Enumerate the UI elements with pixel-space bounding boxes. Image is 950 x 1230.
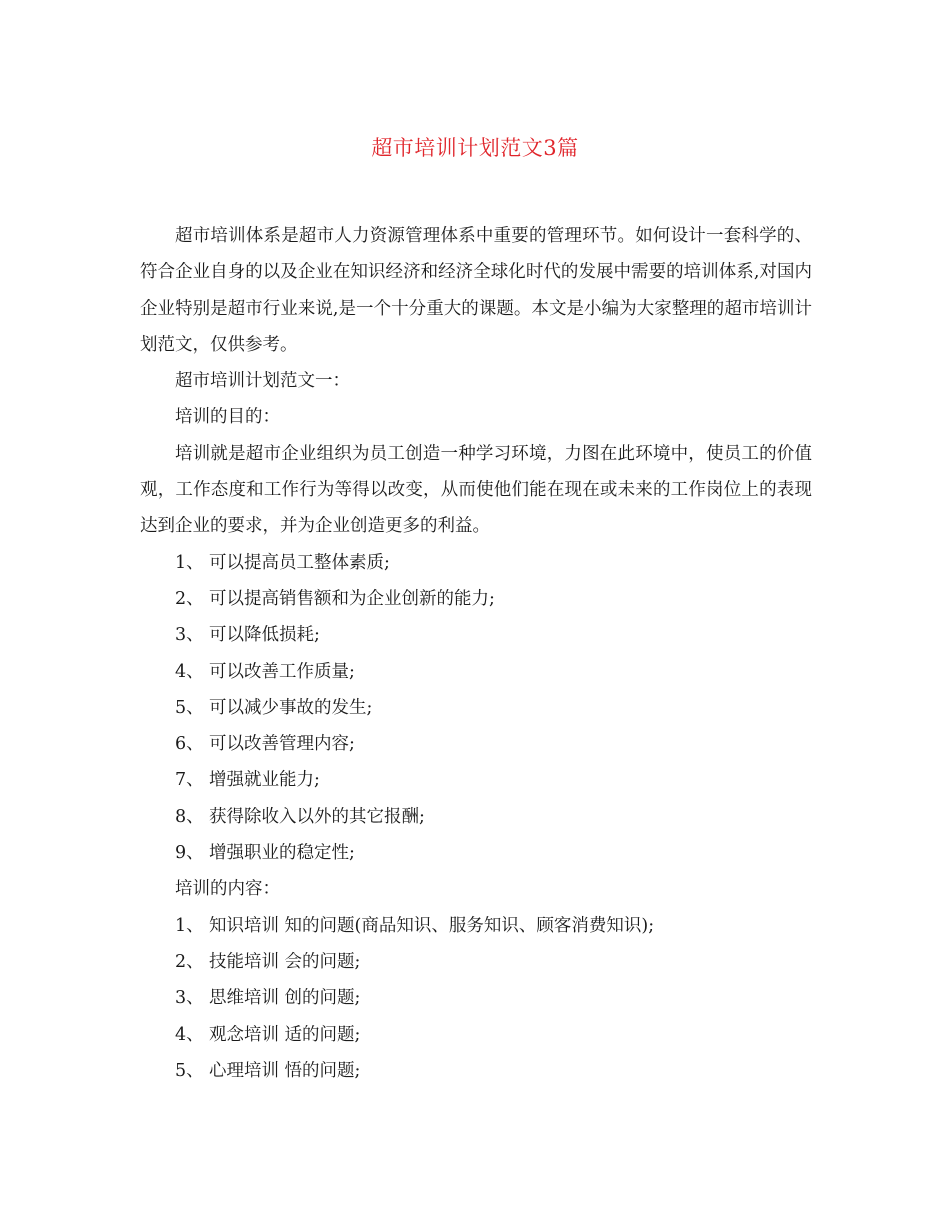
- list-item: [140, 1017, 812, 1053]
- list-item-number: 5、: [175, 697, 204, 718]
- list-item-number: 5、: [175, 1060, 204, 1081]
- document-title: 超市培训计划范文3篇: [371, 136, 579, 160]
- purpose-list: [140, 545, 812, 872]
- list-item-number: 3、: [175, 625, 204, 646]
- list-item: [140, 690, 812, 726]
- list-item-number: 1、: [175, 915, 204, 936]
- list-item-number: 6、: [175, 734, 204, 755]
- content-list: [140, 908, 812, 1089]
- list-item-number: 3、: [175, 988, 204, 1009]
- list-item: [140, 581, 812, 617]
- list-item-number: 4、: [175, 1024, 204, 1045]
- list-item: [140, 1053, 812, 1089]
- list-item-text: 心理培训 悟的问题;: [209, 1060, 361, 1081]
- list-item: [140, 726, 812, 762]
- purpose-paragraph: 培训就是超市企业组织为员工创造一种学习环境，力图在此环境中，使员工的价值观，工作态度和工作行为等得以改变，从而使他们能在现在或未来的工作岗位上的表现达到企业的要求，并为企业创造更多的利益。: [140, 443, 812, 537]
- list-item-number: 9、: [175, 843, 204, 864]
- list-item-number: 7、: [175, 770, 204, 791]
- list-item-text: 技能培训 会的问题;: [209, 951, 361, 972]
- list-item-text: 可以改善工作质量;: [209, 661, 355, 682]
- list-item-text: 思维培训 创的问题;: [209, 988, 361, 1009]
- list-item-text: 获得除收入以外的其它报酬;: [209, 806, 425, 827]
- list-item-text: 知识培训 知的问题(商品知识、服务知识、顾客消费知识);: [209, 915, 655, 936]
- content-heading: 培训的内容：: [175, 879, 280, 900]
- list-item-text: 可以减少事故的发生;: [209, 697, 373, 718]
- section-heading: 超市培训计划范文一：: [175, 371, 350, 392]
- list-item-text: 增强就业能力;: [209, 770, 320, 791]
- list-item: [140, 545, 812, 581]
- list-item-text: 增强职业的稳定性;: [209, 843, 355, 864]
- list-item: [140, 617, 812, 653]
- list-item-number: 8、: [175, 806, 204, 827]
- document-body: [140, 218, 812, 1089]
- list-item-text: 可以提高销售额和为企业创新的能力;: [209, 588, 495, 609]
- list-item: [140, 762, 812, 798]
- list-item-number: 2、: [175, 951, 204, 972]
- list-item-number: 2、: [175, 588, 204, 609]
- list-item: [140, 835, 812, 871]
- list-item-text: 观念培训 适的问题;: [209, 1024, 361, 1045]
- purpose-heading: 培训的目的：: [175, 407, 280, 428]
- list-item: [140, 944, 812, 980]
- list-item-number: 4、: [175, 661, 204, 682]
- list-item-text: 可以降低损耗;: [209, 625, 320, 646]
- list-item: [140, 799, 812, 835]
- list-item-number: 1、: [175, 552, 204, 573]
- list-item: [140, 980, 812, 1016]
- intro-paragraph: 超市培训体系是超市人力资源管理体系中重要的管理环节。如何设计一套科学的、符合企业自身的以及企业在知识经济和经济全球化时代的发展中需要的培训体系,对国内企业特别是超市行业来说,是一个十分重大的课题。本文是小编为大家整理的超市培训计划范文，仅供参考。: [140, 226, 812, 355]
- list-item-text: 可以改善管理内容;: [209, 734, 355, 755]
- list-item: [140, 654, 812, 690]
- list-item-text: 可以提高员工整体素质;: [209, 552, 390, 573]
- list-item: [140, 908, 812, 944]
